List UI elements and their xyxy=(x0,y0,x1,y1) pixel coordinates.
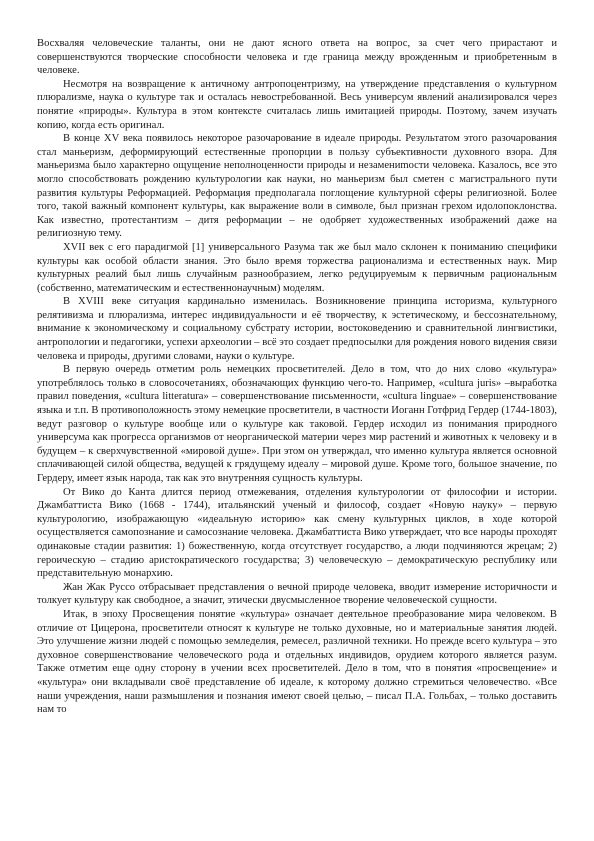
paragraph: В первую очередь отметим роль немецких просветителей. Дело в том, что до них слово «культура» употреблялось только в словосочетаниях, обозначающих функцию чего-то. Например, «cultura juris» –выработка правил поведения, «cultura litteratura» – совершенствование письменности, «cultura linguae» – совершенствование языка и т.п. В противоположность этому немецкие просветители, в частности Иоганн Готфрид Гердер (1744-1803), ведут разговор о культуре вообще или о культуре как таковой. Гердер исходил из понимания природного универсума как прогресса организмов от неорганической материи через мир растений и животных к человеку и в будущем – к сверхчувственной «мировой душе». При этом он утверждал, что именно культура является основной сплачивающей силой общества, ведущей к грядущему идеалу – мировой душе. Кроме того, большое значение, по Гердеру, имеет язык народа, так как это внутренняя сущность культуры. xyxy=(37,364,557,484)
paragraph: XVII век с его парадигмой [1] универсального Разума так же был мало склонен к пониманию специфики культуры как особой области знания. Это было время торжества рационализма и естественных наук. Мир культурных реалий был лишь случайным разнообразием, легко редуцируемым к первичным рациональным (собственно, математическим и естественнонаучным) моделям. xyxy=(37,241,557,294)
paragraph: Восхваляя человеческие таланты, они не дают ясного ответа на вопрос, за счет чего прирастают и совершенствуются творческие способности человека и где граница между врожденным и приобретенным в человеке. xyxy=(37,38,557,77)
paragraph: Жан Жак Руссо отбрасывает представления о вечной природе человека, вводит измерение историчности и толкует культуру как свободное, а значит, этически двусмысленное творение человеческой сущности. xyxy=(37,581,557,607)
document-page xyxy=(37,37,557,717)
paragraph: Несмотря на возвращение к античному антропоцентризму, на утверждение представления о культурном плюрализме, наука о культуре так и осталась невостребованной. Весь универсум явлений анализировался через понятие «природы». Культура в этом контексте считалась лишь имитацией природы. Поэтому, зачем изучать копию, когда есть оригинал. xyxy=(37,78,557,131)
paragraph: От Вико до Канта длится период отмежевания, отделения культурологии от философии и истории. Джамбаттиста Вико (1668 - 1744), итальянский ученый и философ, создает «Новую науку» – первую культурологию, изображающую «идеальную историю» как смену культурных циклов, в ходе которой осуществляется самопознание и самосознание человека. Джамбаттиста Вико утверждает, что все народы проходят одинаковые стадии развития: 1) божественную, когда отсутствует государство, а люди подчиняются жрецам; 2) героическую – стадию аристократического государства; 3) человеческую – демократическую республику или представительную монархию. xyxy=(37,486,557,580)
paragraph: В XVIII веке ситуация кардинально изменилась. Возникновение принципа историзма, культурного релятивизма и плюрализма, интерес индивидуальности и её творчеству, к эстетическому, и бессознательному, внимание к экономическому и социальному субстрату истории, востоковедению и сравнительной лингвистики, антропологии и педагогики, успехи археологии – всё это создает предпосылки для рождения нового видения связи человека и природы, другими словами, науки о культуре. xyxy=(37,296,557,362)
paragraph: Итак, в эпоху Просвещения понятие «культура» означает деятельное преобразование мира человеком. В отличие от Цицерона, просветители относят к культуре не только духовные, но и материальные занятия людей. Это улучшение жизни людей с помощью земледелия, ремесел, различной техники. Но прежде всего культура – это духовное совершенствование человеческого рода и отдельных индивидов, орудием которого является разум. Также отметим еще одну сторону в учении всех просветителей. Дело в том, что в понятия «просвещение» и «культура» они вкладывали своё представление об идеале, к которому должно стремиться человечество. «Все наши учреждения, наши размышления и познания имеют своей целью, – писал П.А. Гольбах, – только доставить нам то xyxy=(37,608,557,716)
paragraph: В конце XV века появилось некоторое разочарование в идеале природы. Результатом этого разочарования стал маньеризм, деформирующий естественные пропорции в пользу субъективности духовного взора. Для маньеризма было характерно ощущение неполноценности природы и незамениmости человека. Казалось, все это могло способствовать рождению культурологии как науки, но маньеризм был сметен с магистрального пути развития культуры Реформацией. Реформация предполагала поглощение культурной сферы религиозной. Более того, такой важный компонент культуры, как выражение воли в символе, был признан грехом идолопоклонства. Как известно, протестантизм – дитя реформации – не одобряет художественных изображений даже на религиозную тему. xyxy=(37,133,557,240)
